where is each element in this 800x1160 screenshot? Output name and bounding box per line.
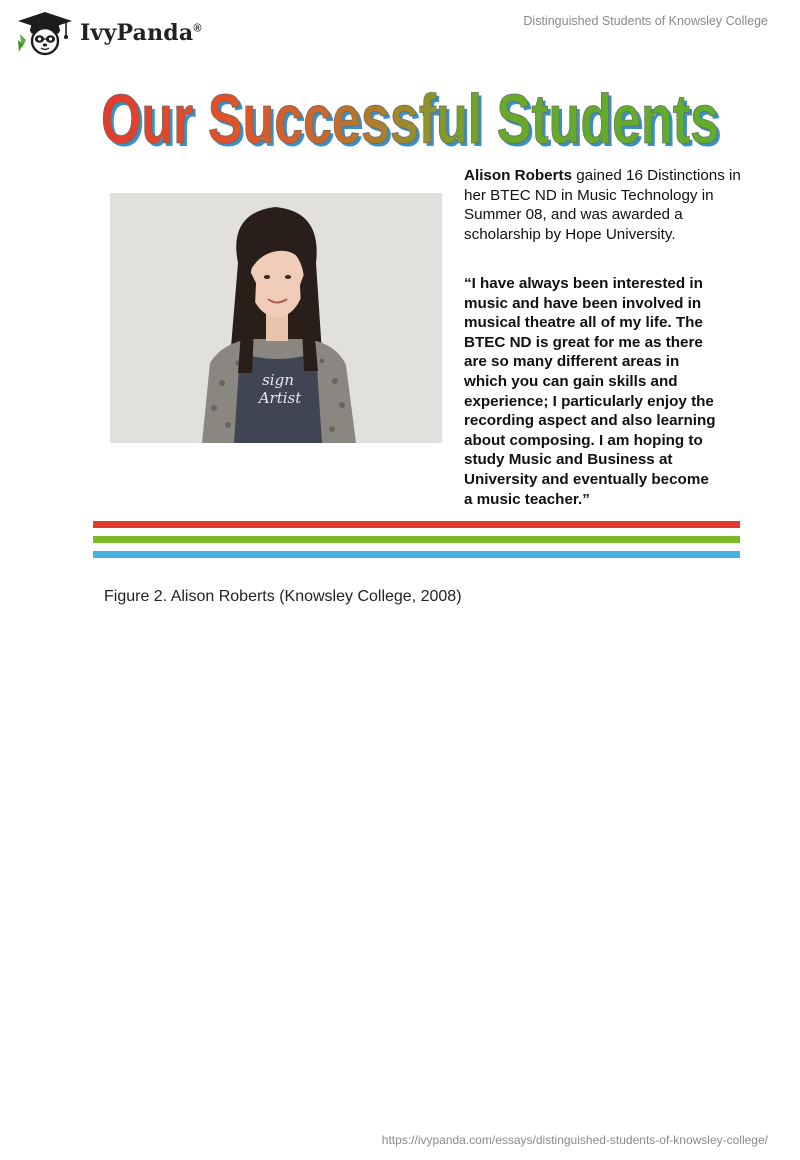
student-photo [110, 193, 442, 443]
poster-title-text: Our Successful Students [101, 80, 719, 158]
footer-url-link[interactable]: https://ivypanda.com/essays/distinguished-students-of-knowsley-college/ [381, 1133, 768, 1147]
shirt-text-line2: Artist [258, 389, 302, 407]
divider-green-stripe [93, 536, 740, 543]
student-name: Alison Roberts [464, 167, 573, 184]
poster-title-shadow: Our Successful Students [104, 83, 722, 161]
student-quote: “I have always been interested in music and have been involved in musical theatre all of my life. The BTEC ND is great for me as there are so many different areas in which you can gain skills and experience; I particularly enjoy the recording aspect and also learning about composing. I am hoping to study Music and Business at University and eventually become a music teacher.” [464, 275, 716, 508]
student-intro [464, 166, 754, 244]
poster-title [0, 74, 800, 164]
figure-caption: Figure 2. Alison Roberts (Knowsley College, 2008) [104, 588, 462, 605]
divider-red-stripe [93, 521, 740, 528]
document-title: Distinguished Students of Knowsley College [523, 14, 768, 28]
divider-blue-stripe [93, 551, 740, 558]
ivypanda-logo[interactable] [16, 10, 202, 56]
brand-name: IvyPanda® [80, 20, 202, 46]
intro-text: gained 16 Distinctions in her BTEC ND in Music Technology in Summer 08, and was awarded a scholarship by Hope University. [464, 167, 741, 243]
shirt-text-line1: sign [262, 371, 294, 389]
panda-graduate-icon [16, 10, 74, 56]
